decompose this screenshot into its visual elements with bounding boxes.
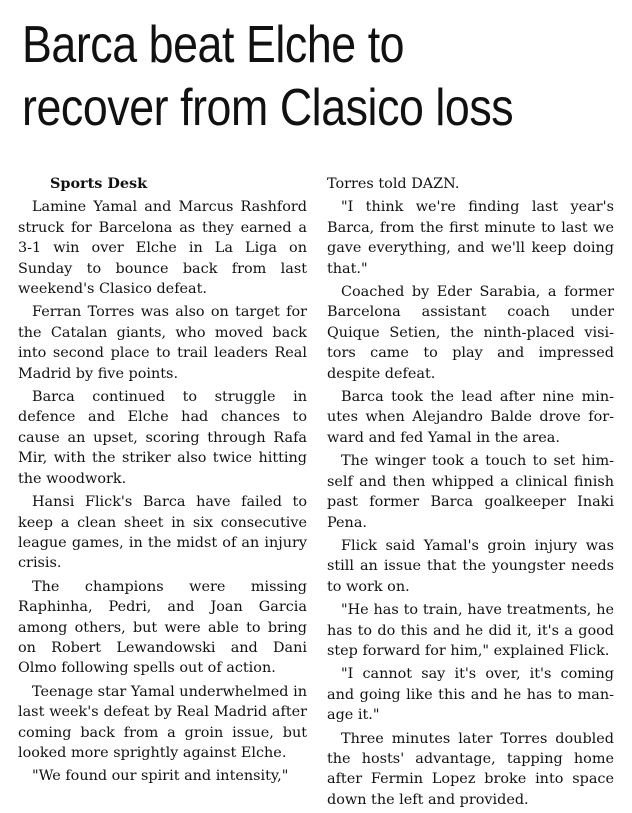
paragraph: Barca continued to struggle in defence and Elche had chances to cause an upset, scoring through Rafa Mir, with the striker also twice hitting the woodwork. xyxy=(18,389,307,487)
paragraph: "We found our spirit and intensity," xyxy=(32,768,289,785)
paragraph: "I think we're finding last year's Barca, from the first minute to last we gave everything, and we'll keep doing that." xyxy=(327,199,614,277)
paragraph: The champions were missing Raphinha, Pedri, and Joan Garcia among others, but were able to bring on Robert Lewandowski and Dani Olmo following spells out of action. xyxy=(18,578,307,677)
article-column-right xyxy=(327,174,614,813)
paragraph: "He has to train, have treatments, he has to do this and he did it, it's a good step forward for him," explained Flick. xyxy=(327,602,614,659)
headline-line-1: Barca beat Elche to xyxy=(22,16,405,74)
headline xyxy=(22,14,538,140)
paragraph: The winger took a touch to set himself and then whipped a clinical finish past former Barca goalkeeper Inaki Pena. xyxy=(327,453,614,531)
byline: Sports Desk xyxy=(50,175,148,192)
paragraph: Barca took the lead after nine minutes when Alejandro Balde drove forward and fed Yamal in the area. xyxy=(327,389,614,446)
paragraph: Teenage star Yamal underwhelmed in last week's defeat by Real Madrid after coming back from a groin issue, but looked more sprightly against Elche. xyxy=(18,683,307,761)
paragraph: Hansi Flick's Barca have failed to keep a clean sheet in six consecutive league games, in the midst of an injury crisis. xyxy=(18,494,307,572)
paragraph: Flick said Yamal's groin injury was still an issue that the youngster needs to work on. xyxy=(327,537,614,595)
paragraph-continuation: Torres told DAZN. xyxy=(327,176,460,192)
paragraph: "I cannot say it's over, it's coming and going like this and he has to manage it." xyxy=(327,666,614,724)
paragraph: Ferran Torres was also on target for the Catalan giants, who moved back into second place to trail leaders Real Madrid by five points. xyxy=(18,304,307,382)
paragraph: Three minutes later Torres doubled the hosts' advantage, tapping home after Fermin Lopez broke into space down the left and provided. xyxy=(327,730,614,808)
paragraph: Coached by Eder Sarabia, a former Barcelona assistant coach under Quique Setien, the ninth-placed visitors came to play and impressed despite defeat. xyxy=(327,284,614,382)
paragraph: Lamine Yamal and Marcus Rashford struck for Barcelona as they earned a 3-1 win over Elche in La Liga on Sunday to bounce back from last weekend's Clasico defeat. xyxy=(18,199,307,298)
article-column-left xyxy=(18,174,307,790)
headline-line-2: recover from Clasico loss xyxy=(22,79,514,137)
